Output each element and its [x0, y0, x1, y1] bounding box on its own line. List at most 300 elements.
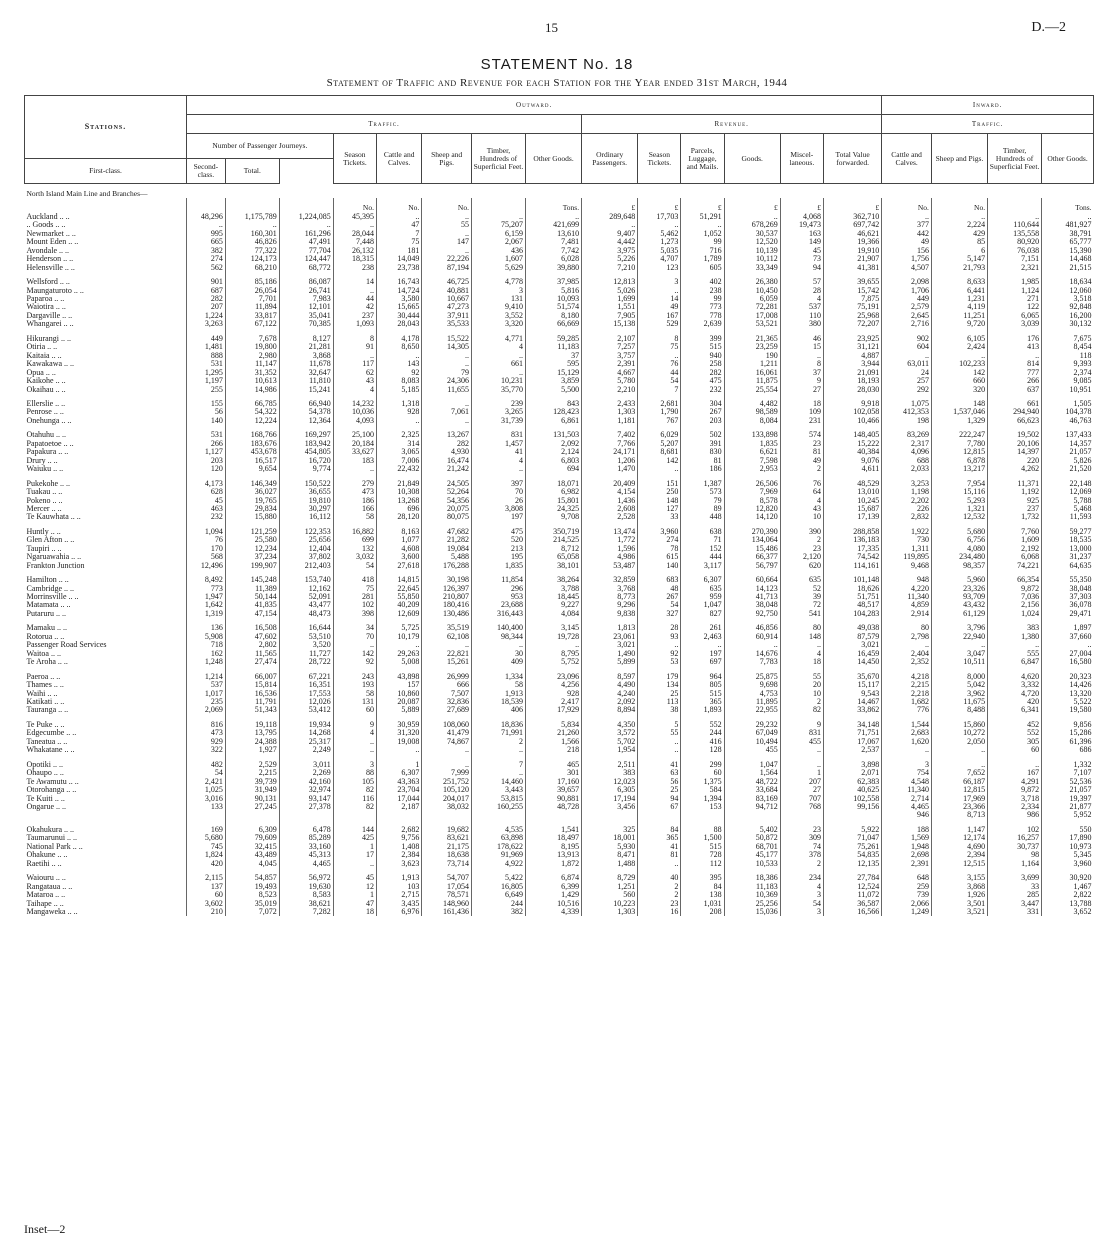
table-cell: 16,508 — [225, 624, 279, 632]
station-name: Otiria .. .. — [26, 343, 58, 352]
table-cell: 448 — [681, 513, 724, 521]
table-cell: 15,880 — [225, 513, 279, 521]
table-cell: 3,021 — [823, 641, 881, 649]
table-cell: .. — [471, 352, 525, 360]
table-cell: 8 — [333, 335, 376, 343]
table-cell: 1,017 — [186, 690, 225, 698]
table-cell: .. — [422, 761, 472, 769]
table-cell: 27 — [780, 786, 823, 794]
table-cell: 62 — [333, 369, 376, 377]
table-cell: 133,898 — [724, 431, 780, 439]
table-cell: 38,264 — [525, 576, 581, 584]
table-cell: 46,826 — [225, 238, 279, 246]
table-row — [25, 230, 1094, 238]
table-cell: 4 — [780, 883, 823, 891]
table-cell: 3,145 — [525, 624, 581, 632]
table-cell: 5,826 — [1042, 457, 1094, 465]
table-cell: 7,652 — [931, 769, 987, 777]
table-cell: 24 — [882, 369, 932, 377]
table-cell: 3,602 — [186, 900, 225, 908]
table-cell: 316,443 — [471, 610, 525, 618]
table-cell: .. — [471, 465, 525, 473]
station-name: Kaikohe .. .. — [26, 377, 66, 386]
table-row — [25, 213, 1094, 221]
table-cell: 35,041 — [279, 312, 333, 320]
table-cell: 11,593 — [1042, 513, 1094, 521]
table-cell: 60 — [681, 769, 724, 777]
table-row — [25, 624, 1094, 632]
table-cell: 104,378 — [1042, 408, 1094, 416]
table-cell: 73 — [780, 255, 823, 263]
table-cell: 325 — [582, 826, 638, 834]
table-cell: 18,071 — [525, 480, 581, 488]
table-cell: 37,802 — [279, 553, 333, 561]
table-cell: 14 — [638, 295, 681, 303]
table-cell: 32,859 — [582, 576, 638, 584]
table-cell: 50,872 — [724, 834, 780, 842]
table-cell: 74,542 — [823, 553, 881, 561]
table-cell: .. — [931, 761, 987, 769]
table-cell: 37,660 — [1042, 633, 1094, 641]
station-name: Waiotira .. .. — [26, 303, 66, 312]
table-cell: 76 — [186, 536, 225, 544]
table-row — [25, 673, 1094, 681]
table-cell: 43,432 — [931, 601, 987, 609]
table-cell: 3,039 — [988, 320, 1042, 328]
table-cell: 30,444 — [376, 312, 421, 320]
table-cell: 697 — [681, 658, 724, 666]
table-cell: 2,124 — [525, 448, 581, 456]
table-cell: 665 — [186, 238, 225, 246]
table-cell: 1,224 — [186, 312, 225, 320]
table-cell: .. — [422, 352, 472, 360]
table-cell: 18,539 — [471, 698, 525, 706]
table-cell: 7,701 — [225, 295, 279, 303]
table-cell: 362,710 — [823, 213, 881, 221]
table-cell: 18,386 — [724, 874, 780, 882]
table-cell: 10 — [780, 690, 823, 698]
table-cell: 40,384 — [823, 448, 881, 456]
table-cell: 4,535 — [471, 826, 525, 834]
table-cell: 2,066 — [882, 900, 932, 908]
table-cell: 4,482 — [724, 400, 780, 408]
table-cell: 51,291 — [681, 213, 724, 221]
table-cell: 3,520 — [279, 641, 333, 649]
table-cell: 156 — [882, 247, 932, 255]
table-cell: 2 — [780, 698, 823, 706]
table-cell: 2,069 — [186, 706, 225, 714]
table-cell: 19,084 — [422, 545, 472, 553]
table-cell: 5,147 — [931, 255, 987, 263]
table-cell: 282 — [422, 440, 472, 448]
table-cell: 2,202 — [882, 497, 932, 505]
table-cell: 31,320 — [376, 729, 421, 737]
table-cell: 38,621 — [279, 900, 333, 908]
table-cell: 13,010 — [823, 488, 881, 496]
table-cell: 6,028 — [525, 255, 581, 263]
table-row — [25, 417, 1094, 425]
table-cell: 29,232 — [724, 721, 780, 729]
table-cell: 4,986 — [582, 553, 638, 561]
table-cell: 12,174 — [931, 834, 987, 842]
table-row — [25, 610, 1094, 618]
table-cell: 21,907 — [823, 255, 881, 263]
table-cell: 16,112 — [279, 513, 333, 521]
table-cell: 20 — [780, 681, 823, 689]
table-cell: 412,353 — [882, 408, 932, 416]
table-cell: 3,016 — [186, 795, 225, 803]
table-cell: 6,399 — [525, 883, 581, 891]
station-name: Newmarket .. .. — [26, 229, 76, 238]
table-cell: .. — [333, 287, 376, 295]
table-cell: 773 — [186, 585, 225, 593]
table-cell: 38,048 — [1042, 585, 1094, 593]
table-cell: 48 — [638, 585, 681, 593]
table-cell: 24,325 — [525, 505, 581, 513]
table-cell: 15,665 — [376, 303, 421, 311]
table-cell: 144 — [333, 826, 376, 834]
table-cell: 635 — [681, 585, 724, 593]
passenger-journeys-header: Number of Passenger Journeys. — [186, 134, 333, 159]
table-cell: 666 — [422, 681, 472, 689]
sheep-pigs-header: Sheep and Pigs. — [422, 134, 472, 184]
table-cell: 7,061 — [422, 408, 472, 416]
table-cell: 148 — [638, 497, 681, 505]
table-cell: 134 — [638, 681, 681, 689]
table-cell: 82 — [780, 706, 823, 714]
table-row — [25, 834, 1094, 842]
table-cell: 6,982 — [525, 488, 581, 496]
table-cell: 32,647 — [279, 369, 333, 377]
table-cell: 11,340 — [882, 593, 932, 601]
table-cell: 15,138 — [582, 320, 638, 328]
table-cell: 2,033 — [882, 465, 932, 473]
table-cell: 15,522 — [422, 335, 472, 343]
table-cell: 475 — [681, 377, 724, 385]
table-cell — [422, 811, 472, 819]
table-cell: 14,460 — [471, 778, 525, 786]
table-cell: 6,878 — [931, 457, 987, 465]
table-cell: 99 — [681, 238, 724, 246]
table-cell: 3 — [780, 891, 823, 899]
table-cell: 55,850 — [376, 593, 421, 601]
table-cell: 8,471 — [582, 851, 638, 859]
table-cell: .. — [279, 221, 333, 229]
unit-cell: £ — [582, 198, 638, 212]
table-cell: 1 — [780, 769, 823, 777]
table-row — [25, 238, 1094, 246]
table-cell: 210,807 — [422, 593, 472, 601]
table-cell: 13,474 — [582, 528, 638, 536]
table-cell: 54,707 — [422, 874, 472, 882]
table-cell: 4,119 — [931, 303, 987, 311]
season-tickets-revenue-header: Season Tickets. — [638, 134, 681, 184]
station-name: Auckland .. .. — [26, 212, 70, 221]
table-cell: 37,303 — [1042, 593, 1094, 601]
table-cell: 36,078 — [1042, 601, 1094, 609]
table-cell: 261 — [681, 624, 724, 632]
table-cell: 2,067 — [471, 238, 525, 246]
table-cell: .. — [471, 641, 525, 649]
table-cell: 161,296 — [279, 230, 333, 238]
station-name: Otorohanga .. .. — [26, 786, 77, 795]
table-cell: 188 — [882, 826, 932, 834]
table-cell: 41,713 — [724, 593, 780, 601]
table-cell: 8,180 — [525, 312, 581, 320]
table-cell: 8,492 — [186, 576, 225, 584]
table-cell: 6,307 — [681, 576, 724, 584]
table-cell: 132 — [333, 545, 376, 553]
table-cell: 831 — [471, 431, 525, 439]
table-cell: 155 — [186, 400, 225, 408]
table-row — [25, 769, 1094, 777]
table-row — [25, 457, 1094, 465]
table-cell: 25,656 — [279, 536, 333, 544]
table-cell: .. — [988, 641, 1042, 649]
table-cell: 1,500 — [681, 834, 724, 842]
table-cell: 14,397 — [988, 448, 1042, 456]
table-row — [25, 360, 1094, 368]
table-cell: 1,047 — [724, 761, 780, 769]
table-cell: 53,510 — [279, 633, 333, 641]
station-name: Ngaruawahia .. .. — [26, 553, 82, 562]
table-cell: 37,911 — [422, 312, 472, 320]
table-cell: 131 — [333, 698, 376, 706]
table-cell: 48,722 — [724, 778, 780, 786]
table-cell: 1,197 — [186, 377, 225, 385]
table-cell: 91 — [333, 343, 376, 351]
table-cell: 22,432 — [376, 465, 421, 473]
table-cell: 1,329 — [931, 417, 987, 425]
table-cell: 37,985 — [525, 278, 581, 286]
table-cell: 6,305 — [582, 786, 638, 794]
table-cell: 60,664 — [724, 576, 780, 584]
table-cell: .. — [724, 641, 780, 649]
table-cell: 142 — [638, 457, 681, 465]
table-cell: 19,910 — [823, 247, 881, 255]
table-cell: 4,093 — [333, 417, 376, 425]
table-cell: 88 — [681, 826, 724, 834]
table-cell: 17,929 — [525, 706, 581, 714]
table-cell: 68,772 — [279, 264, 333, 272]
table-cell: 9,085 — [1042, 377, 1094, 385]
table-cell: 814 — [988, 360, 1042, 368]
table-cell: 5,522 — [1042, 698, 1094, 706]
table-cell: 176,288 — [422, 562, 472, 570]
table-cell: 72,281 — [724, 303, 780, 311]
miscellaneous-header: Miscel-laneous. — [780, 134, 823, 184]
table-cell: 19,728 — [525, 633, 581, 641]
table-cell: 31,739 — [471, 417, 525, 425]
table-cell: 409 — [471, 658, 525, 666]
table-cell: 5,468 — [1042, 505, 1094, 513]
station-name: Huntly .. .. — [26, 527, 61, 536]
table-cell: 267 — [681, 408, 724, 416]
table-cell: 10,369 — [724, 891, 780, 899]
table-cell: 25,317 — [279, 738, 333, 746]
table-row — [25, 255, 1094, 263]
table-cell: 4,608 — [376, 545, 421, 553]
table-cell: 475 — [471, 528, 525, 536]
table-cell: 473 — [333, 488, 376, 496]
table-cell: 25 — [638, 690, 681, 698]
outward-header: Outward. — [186, 96, 881, 115]
table-cell: 827 — [681, 610, 724, 618]
table-cell: 382 — [471, 908, 525, 916]
table-cell: 4,339 — [525, 908, 581, 916]
table-cell: .. — [333, 465, 376, 473]
table-cell: 2 — [780, 860, 823, 868]
table-cell: 1,319 — [186, 610, 225, 618]
table-cell: 697,742 — [823, 221, 881, 229]
table-cell: 380 — [780, 320, 823, 328]
table-row — [25, 585, 1094, 593]
table-cell: 110 — [780, 312, 823, 320]
table-cell: 13,267 — [422, 431, 472, 439]
table-cell: 638 — [681, 528, 724, 536]
table-cell: 4 — [780, 650, 823, 658]
table-cell: 1,564 — [724, 769, 780, 777]
table-cell: 119,895 — [882, 553, 932, 561]
table-cell: 234,480 — [931, 553, 987, 561]
table-cell: 6,803 — [525, 457, 581, 465]
table-cell: 4,611 — [823, 465, 881, 473]
table-cell: 16,644 — [279, 624, 333, 632]
outward-traffic-header: Traffic. — [186, 115, 581, 134]
table-cell: 12,609 — [376, 610, 421, 618]
table-cell: 2 — [638, 883, 681, 891]
table-cell: 279 — [333, 480, 376, 488]
table-cell: 41 — [471, 448, 525, 456]
table-cell: 416 — [681, 738, 724, 746]
table-cell: 699 — [333, 536, 376, 544]
table-cell: 28 — [780, 287, 823, 295]
table-cell: 70 — [333, 633, 376, 641]
table-cell: 17,139 — [823, 513, 881, 521]
table-cell: 1,380 — [988, 633, 1042, 641]
table-cell: 843 — [525, 400, 581, 408]
table-cell: 40,625 — [823, 786, 881, 794]
table-cell: 8,163 — [376, 528, 421, 536]
table-cell: 8,523 — [225, 891, 279, 899]
table-cell: 716 — [681, 247, 724, 255]
table-cell: 166 — [333, 505, 376, 513]
unit-cell — [225, 198, 279, 212]
station-name: Te Kuiti .. .. — [26, 794, 65, 803]
table-cell: 683 — [638, 576, 681, 584]
table-cell: 80,075 — [422, 513, 472, 521]
table-cell: 986 — [988, 811, 1042, 819]
table-cell: 32,836 — [422, 698, 472, 706]
table-cell: 13,913 — [525, 851, 581, 859]
table-cell: 15,261 — [422, 658, 472, 666]
table-cell: 207 — [780, 778, 823, 786]
table-cell: 150,522 — [279, 480, 333, 488]
table-cell: 739 — [882, 891, 932, 899]
table-cell: 38,791 — [1042, 230, 1094, 238]
table-cell: 10,223 — [582, 900, 638, 908]
unit-cell — [186, 198, 225, 212]
table-cell: .. — [724, 213, 780, 221]
table-cell — [582, 811, 638, 819]
station-name — [25, 811, 187, 819]
table-cell: 64 — [780, 488, 823, 496]
table-cell: 79 — [681, 497, 724, 505]
table-cell: 402 — [681, 278, 724, 286]
table-cell: 41 — [638, 843, 681, 851]
table-cell: 18,497 — [525, 834, 581, 842]
table-cell: 28,030 — [823, 386, 881, 394]
table-cell: 1,436 — [582, 497, 638, 505]
table-cell: 19,397 — [1042, 795, 1094, 803]
table-cell: 12 — [333, 883, 376, 891]
table-cell: 816 — [186, 721, 225, 729]
table-cell: .. — [638, 352, 681, 360]
table-cell: 10,494 — [724, 738, 780, 746]
table-cell: 18,001 — [582, 834, 638, 842]
station-name: Drury .. .. — [26, 456, 58, 465]
table-cell: .. — [333, 746, 376, 754]
table-cell: 88 — [333, 769, 376, 777]
table-cell: 8,713 — [931, 811, 987, 819]
table-cell: 16,517 — [225, 457, 279, 465]
table-cell: 552 — [988, 729, 1042, 737]
table-row — [25, 690, 1094, 698]
table-cell: 482 — [186, 761, 225, 769]
table-cell: 14,049 — [376, 255, 421, 263]
table-cell: 46 — [780, 335, 823, 343]
table-cell: 377 — [882, 221, 932, 229]
table-cell: 4,922 — [471, 860, 525, 868]
table-row — [25, 891, 1094, 899]
table-cell: 14,120 — [724, 513, 780, 521]
table-cell: 2,528 — [582, 513, 638, 521]
table-cell: 94 — [780, 264, 823, 272]
table-cell: 5,680 — [186, 834, 225, 842]
table-cell: 6,105 — [931, 335, 987, 343]
station-name: Raetihi .. .. — [26, 859, 62, 868]
table-cell: 33,160 — [279, 843, 333, 851]
table-cell: 26 — [471, 497, 525, 505]
table-cell: 327 — [638, 610, 681, 618]
table-cell: 420 — [988, 698, 1042, 706]
table-cell: .. — [931, 213, 987, 221]
table-cell: 3 — [638, 278, 681, 286]
table-cell: 24,306 — [422, 377, 472, 385]
table-cell: 12,023 — [582, 778, 638, 786]
table-cell: 15,742 — [823, 287, 881, 295]
table-cell: 294,940 — [988, 408, 1042, 416]
table-cell: 309 — [780, 834, 823, 842]
table-cell: 573 — [681, 488, 724, 496]
table-cell: .. — [471, 213, 525, 221]
table-cell: 17,054 — [422, 883, 472, 891]
table-cell: 6,309 — [225, 826, 279, 834]
table-cell: 87,579 — [823, 633, 881, 641]
table-cell: 17,553 — [279, 690, 333, 698]
table-cell: 120 — [186, 465, 225, 473]
table-cell: 75,207 — [471, 221, 525, 229]
first-class-header: First-class. — [25, 159, 187, 184]
table-cell: .. — [988, 352, 1042, 360]
table-cell — [333, 811, 376, 819]
unit-cell: No. — [333, 198, 376, 212]
table-cell: 4 — [780, 295, 823, 303]
table-cell: 1,052 — [681, 230, 724, 238]
table-cell: 1,077 — [376, 536, 421, 544]
table-cell: 11,678 — [279, 360, 333, 368]
table-cell: 14,305 — [422, 343, 472, 351]
